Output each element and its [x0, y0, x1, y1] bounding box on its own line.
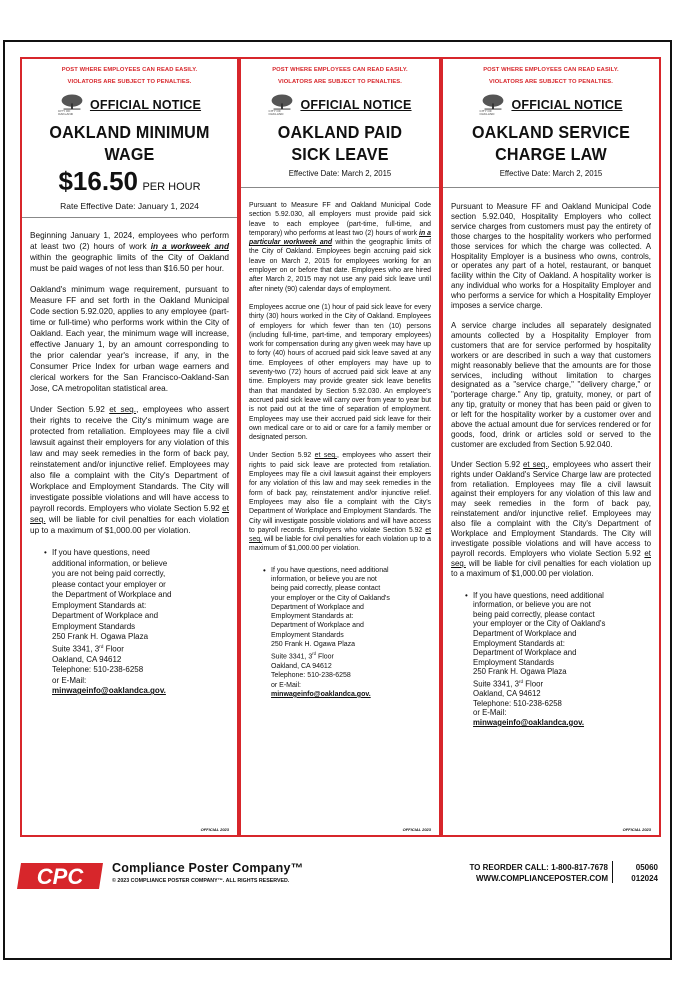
email-link[interactable]: minwageinfo@oaklandca.gov.	[473, 717, 585, 727]
poster-frame	[3, 40, 672, 960]
minimum-wage-column	[20, 57, 239, 837]
company-name: Compliance Poster Company™	[112, 861, 304, 875]
paragraph-3: Under Section 5.92 et seq., employees who assert their rights to receive the City's minimum wage are protected from retaliation. Employees may file a civil lawsuit against their employers for any violation of this law and may seek remedies in the form of back pay, reinstatement and/or injunctive relief. Employees may also file a complaint with the City's Department of Workplace and Employment Standards. The City will investigate possible violations and will have access to payroll records. Employers who violate Section 5.92 et seq. will be liable for civil penalties for each violation up to a maximum of $1,000.00 per violation.	[30, 405, 229, 535]
official-year-label: OFFICIAL 2023	[402, 827, 431, 832]
oakland-tree-seal-icon: CITY OF OAKLAND	[268, 94, 296, 116]
paragraph-2: Employees accrue one (1) hour of paid sick leave for every thirty (30) hours worked in the City of Oakland. Employees of employers for which fewer than ten (10) persons (including full-time, part-time, and temporary employees) work for compensation during any given week may have up to forty (40) hours of accrued paid sick leave saved at any time. Employees of other employers may have up to seventy-two (72) hours of accrued paid sick leave at any time. Employers may provide greater sick leave benefits than that mandated by Section 5.92.030. An employee's accrued paid sick leave will carry over from year to year but is not paid out at the time of separation of employment. Employees may use their accrued paid sick leave for their own medical care or to aid or care for a family member or designated person.	[249, 303, 431, 442]
paragraph-3: Under Section 5.92 et seq., employees who assert their rights to paid sick leave are protected from retaliation. Employees may file a civil lawsuit against their employers for any violation of this law and may seek remedies in the form of back pay, reinstatement and/or injunctive relief. Employees may also file a complaint with the City's Department of Workplace and Employment Standards. The City will investigate possible violations and will have access to payroll records. Employers who violate Section 5.92 et seq. will be liable for civil penalties for each violation up to a maximum of $1,000.00 per violation.	[249, 452, 432, 553]
official-notice-label: OFFICIAL NOTICE	[89, 98, 202, 112]
cpc-logo	[15, 861, 107, 891]
wage-amount: $16.50	[58, 166, 138, 196]
paragraph-1: Pursuant to Measure FF and Oakland Municipal Code section 5.92.040, Hospitality Employers who collect service charges from customers must pay the entirety of those charges to the hospitality workers who performed those services for which the charge was collected. A Hospitality Employer is a business who owns, controls, or operates any part of a hotel, restaurant, or banquet facility within the City of Oakland. A hospitality worker is any individual who works for a Hospitality Employer and who performs a service for which a Hospitality Employer imposes a service charge.	[451, 202, 651, 311]
reorder-phone: TO REORDER CALL: 1-800-817-7678	[469, 863, 608, 872]
service-charge-title: OAKLAND SERVICE CHARGE LAW	[471, 122, 631, 164]
reorder-info	[469, 862, 608, 884]
divider	[612, 861, 613, 883]
sick-leave-column	[239, 57, 441, 837]
divider	[443, 187, 659, 188]
posting-notice: POST WHERE EMPLOYEES CAN READ EASILY. VIOLATORS ARE SUBJECT TO PENALTIES.	[483, 67, 619, 85]
effective-date: Effective Date: March 2, 2015	[288, 169, 392, 178]
official-year-label: OFFICIAL 2023	[622, 827, 651, 832]
official-notice-header	[451, 94, 651, 116]
official-notice-label: OFFICIAL NOTICE	[511, 98, 623, 112]
bullet-icon: •	[44, 548, 47, 557]
rate-effective-date: Rate Effective Date: January 1, 2024	[60, 201, 199, 211]
oakland-tree-seal-icon: CITY OF OAKLAND	[58, 94, 86, 116]
email-link[interactable]: minwageinfo@oaklandca.gov.	[271, 690, 371, 698]
paragraph-2: A service charge includes all separately designated amounts collected by a Hospitality Employer from customers that are for service performed by hospitality workers or are described in such a way that customers might reasonably believe that the amounts are for those services, including without limitation to charges designated as a "service charge," "delivery charge," or "porterage charge." Any tip, gratuity, money, or part of any tip, gratuity or money that has been paid or given to or left for the hospitality worker by a customer over and above the actual amount due for services rendered or for goods, food, drink or articles sold or served to the customer are excluded from Section 5.92.040.	[451, 320, 651, 449]
contact-info: • If you have questions, need additional information, or believe you are not being paid correctly, please contact your employer or the Department of Workplace and Employment Standards at: Department of Workplace and Employment Standards 250 Frank H. Ogawa Plaza Suite 3341, 3rd Floor Oakland, CA 94612 Telephone: 510-238-6258 or E-Mail: minwageinfo@oaklandca.gov.	[44, 548, 172, 696]
effective-date: Effective Date: March 2, 2015	[499, 169, 603, 178]
website-link[interactable]: WWW.COMPLIANCEPOSTER.COM	[476, 874, 608, 883]
posting-notice: POST WHERE EMPLOYEES CAN READ EASILY. VIOLATORS ARE SUBJECT TO PENALTIES.	[61, 67, 198, 85]
contact-info: • If you have questions, need additional information, or believe you are not being paid correctly, please contact your employer or the City of Oakland's Department of Workplace and Employment Standards at: Department of Workplace and Employment Standards 250 Frank H. Ogawa Plaza Suite 3341, 3rd Floor Oakland, CA 94612 Telephone: 510-238-6258 or E-Mail: minwageinfo@oaklandca.gov.	[465, 590, 606, 727]
divider	[241, 187, 439, 188]
official-notice-header	[249, 94, 431, 116]
sick-leave-title: OAKLAND PAID SICK LEAVE	[277, 122, 403, 164]
official-year-label: OFFICIAL 2023	[200, 827, 229, 832]
official-notice-header	[30, 94, 229, 116]
bullet-icon: •	[263, 565, 266, 575]
divider	[22, 217, 237, 218]
posting-notice: POST WHERE EMPLOYEES CAN READ EASILY. VIOLATORS ARE SUBJECT TO PENALTIES.	[272, 67, 408, 85]
paragraph-2: Oakland's minimum wage requirement, pursuant to Measure FF and set forth in the Oakland Municipal Code section 5.92.020, applies to any employee (part-time or full-time) who performs work within the City of Oakland. Each year, the minimum wage will increase, effective January 1, by an amount corresponding to the prior calendar year's increase, if any, in the Consumer Price Index for urban wage earners and clerical workers for the San Francisco-Oakland-San Jose, CA metropolitan statistical area.	[30, 285, 229, 393]
wage-rate	[30, 167, 229, 201]
paragraph-1: Pursuant to Measure FF and Oakland Municipal Code section 5.92.030, all employers must provide paid sick leave to each employee (part-time, full-time, and temporary) who performs at least two (2) hours of work in a particular workweek and within the geographic limits of the City of Oakland. Employees begin accruing paid sick leave on March 2, 2015 for employees working for an employer on or before that date. Employees who are hired after March 2, 2015 may not use any paid sick leave until after ninety (90) calendar days of employment.	[249, 202, 432, 293]
email-link[interactable]: minwageinfo@oaklandca.gov.	[52, 686, 166, 696]
official-notice-label: OFFICIAL NOTICE	[300, 98, 412, 112]
copyright: © 2023 COMPLIANCE POSTER COMPANY™. ALL RIGHTS RESERVED.	[112, 878, 290, 884]
oakland-tree-seal-icon: CITY OF OAKLAND	[479, 94, 507, 116]
bullet-icon: •	[465, 590, 468, 600]
paragraph-3: Under Section 5.92 et seq., employees who assert their rights under Oakland's Service Charge law are protected from retaliation. Employees may file a civil lawsuit against their employers for any violation of this law and may seek remedies in the form of back pay, reinstatement and/or injunctive relief. Employees may also file a complaint with the City's Department of Workplace and Employment Standards. The City will investigate possible violations and will have access to payroll records. Employers who violate Section 5.92 et seq. will be liable for civil penalties for each violation up to a maximum of $1,000.00 per violation.	[451, 459, 651, 578]
svg-text:CPC: CPC	[36, 864, 84, 889]
per-hour-label: PER HOUR	[142, 181, 201, 193]
poster-codes: 05060 012024	[631, 863, 658, 883]
minimum-wage-title: OAKLAND MINIMUM WAGE	[49, 122, 210, 164]
poster-footer	[10, 857, 665, 907]
service-charge-column	[441, 57, 661, 837]
paragraph-1: Beginning January 1, 2024, employees who perform at least two (2) hours of work in a workweek and within the geographic limits of the City of Oakland must be paid wages of not less than $16.50 per hour.	[30, 231, 229, 273]
contact-info: • If you have questions, need additional information, or believe you are not being paid correctly, please contact your employer or the City of Oakland's Department of Workplace and Employment Standards at: Department of Workplace and Employment Standards 250 Frank H. Ogawa Plaza Suite 3341, 3rd Floor Oakland, CA 94612 Telephone: 510-238-6258 or E-Mail: minwageinfo@oaklandca.gov.	[263, 565, 390, 698]
